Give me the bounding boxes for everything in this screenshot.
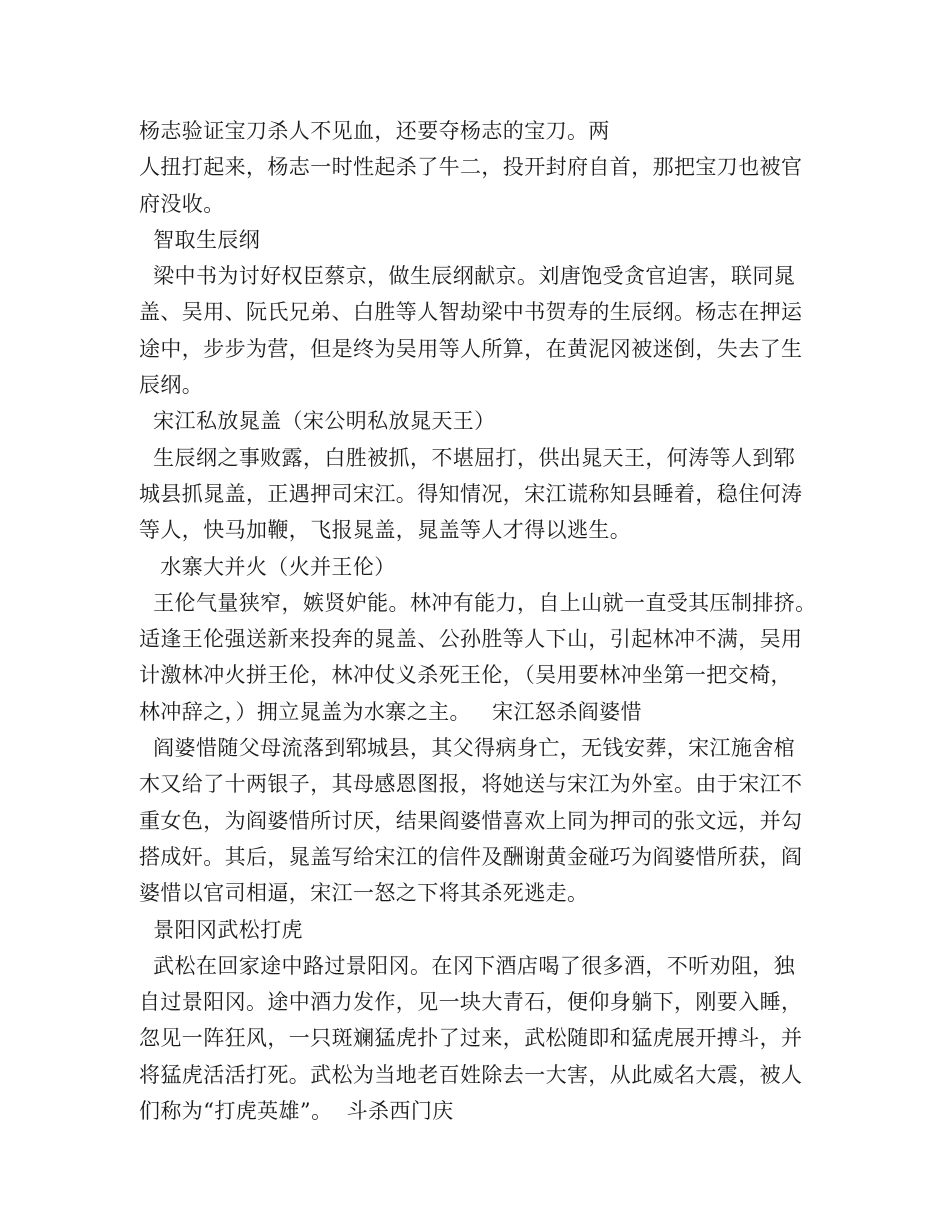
section-heading: 水寨大并火（火并王伦） (139, 554, 396, 579)
text-line: 盖、吴用、阮氏兄弟、白胜等人智劫梁中书贺寿的生辰纲。杨志在押运 (139, 300, 803, 325)
text-line: 辰纲。 (139, 373, 204, 398)
text-line: 梁中书为讨好权臣蔡京，做生辰纲献京。刘唐饱受贪官迫害，联同晁 (139, 264, 796, 289)
text-line: 等人，快马加鞭，飞报晁盖，晁盖等人才得以逃生。 (139, 518, 632, 543)
text-line: 搭成奸。其后，晁盖写给宋江的信件及酬谢黄金碰巧为阎婆惜所获，阎 (139, 844, 803, 869)
section-heading: 景阳冈武松打虎 (139, 917, 303, 942)
text-line: 重女色，为阎婆惜所讨厌，结果阎婆惜喜欢上同为押司的张文远，并勾 (139, 808, 803, 833)
text-line: 们称为“打虎英雄”。 斗杀西门庆 (139, 1099, 454, 1124)
text-line: 将猛虎活活打死。武松为当地老百姓除去一大害，从此威名大震，被人 (139, 1062, 803, 1087)
text-line: 城县抓晁盖，正遇押司宋江。得知情况，宋江谎称知县睡着，稳住何涛 (139, 481, 803, 506)
text-line: 府没收。 (139, 191, 225, 216)
text-line: 途中，步步为营，但是终为吴用等人所算，在黄泥冈被迷倒，失去了生 (139, 336, 803, 361)
text-line: 王伦气量狭窄，嫉贤妒能。林冲有能力，自上山就一直受其压制排挤。 (139, 590, 817, 615)
section-heading: 宋江私放晁盖（宋公明私放晁天王） (139, 409, 496, 434)
text-line: 适逢王伦强送新来投奔的晁盖、公孙胜等人下山，引起林冲不满，吴用 (139, 627, 803, 652)
document-body (139, 113, 839, 1129)
text-line: 自过景阳冈。途中酒力发作，见一块大青石，便仰身躺下，刚要入睡， (139, 990, 803, 1015)
text-line: 生辰纲之事败露，白胜被抓，不堪屈打，供出晁天王，何涛等人到郓 (139, 445, 796, 470)
text-line: 计激林冲火拼王伦，林冲仗义杀死王伦，（吴用要林冲坐第一把交椅， (139, 663, 792, 688)
text-line: 林冲辞之，）拥立晁盖为水寨之主。 宋江怒杀阎婆惜 (139, 699, 642, 724)
section-heading: 智取生辰纲 (139, 227, 261, 252)
text-line: 武松在回家途中路过景阳冈。在冈下酒店喝了很多酒，不听劝阻，独 (139, 953, 796, 978)
text-line: 杨志验证宝刀杀人不见血，还要夺杨志的宝刀。两 (139, 119, 610, 143)
text-line: 木又给了十两银子，其母感恩图报，将她送与宋江为外室。由于宋江不 (139, 772, 803, 797)
text-line: 人扭打起来，杨志一时性起杀了牛二，投开封府自首，那把宝刀也被官 (139, 155, 803, 180)
text-line: 阎婆惜随父母流落到郓城县，其父得病身亡，无钱安葬，宋江施舍棺 (139, 736, 796, 761)
text-line: 忽见一阵狂风，一只斑斓猛虎扑了过来，武松随即和猛虎展开搏斗，并 (139, 1026, 803, 1051)
text-line: 婆惜以官司相逼，宋江一怒之下将其杀死逃走。 (139, 881, 589, 906)
